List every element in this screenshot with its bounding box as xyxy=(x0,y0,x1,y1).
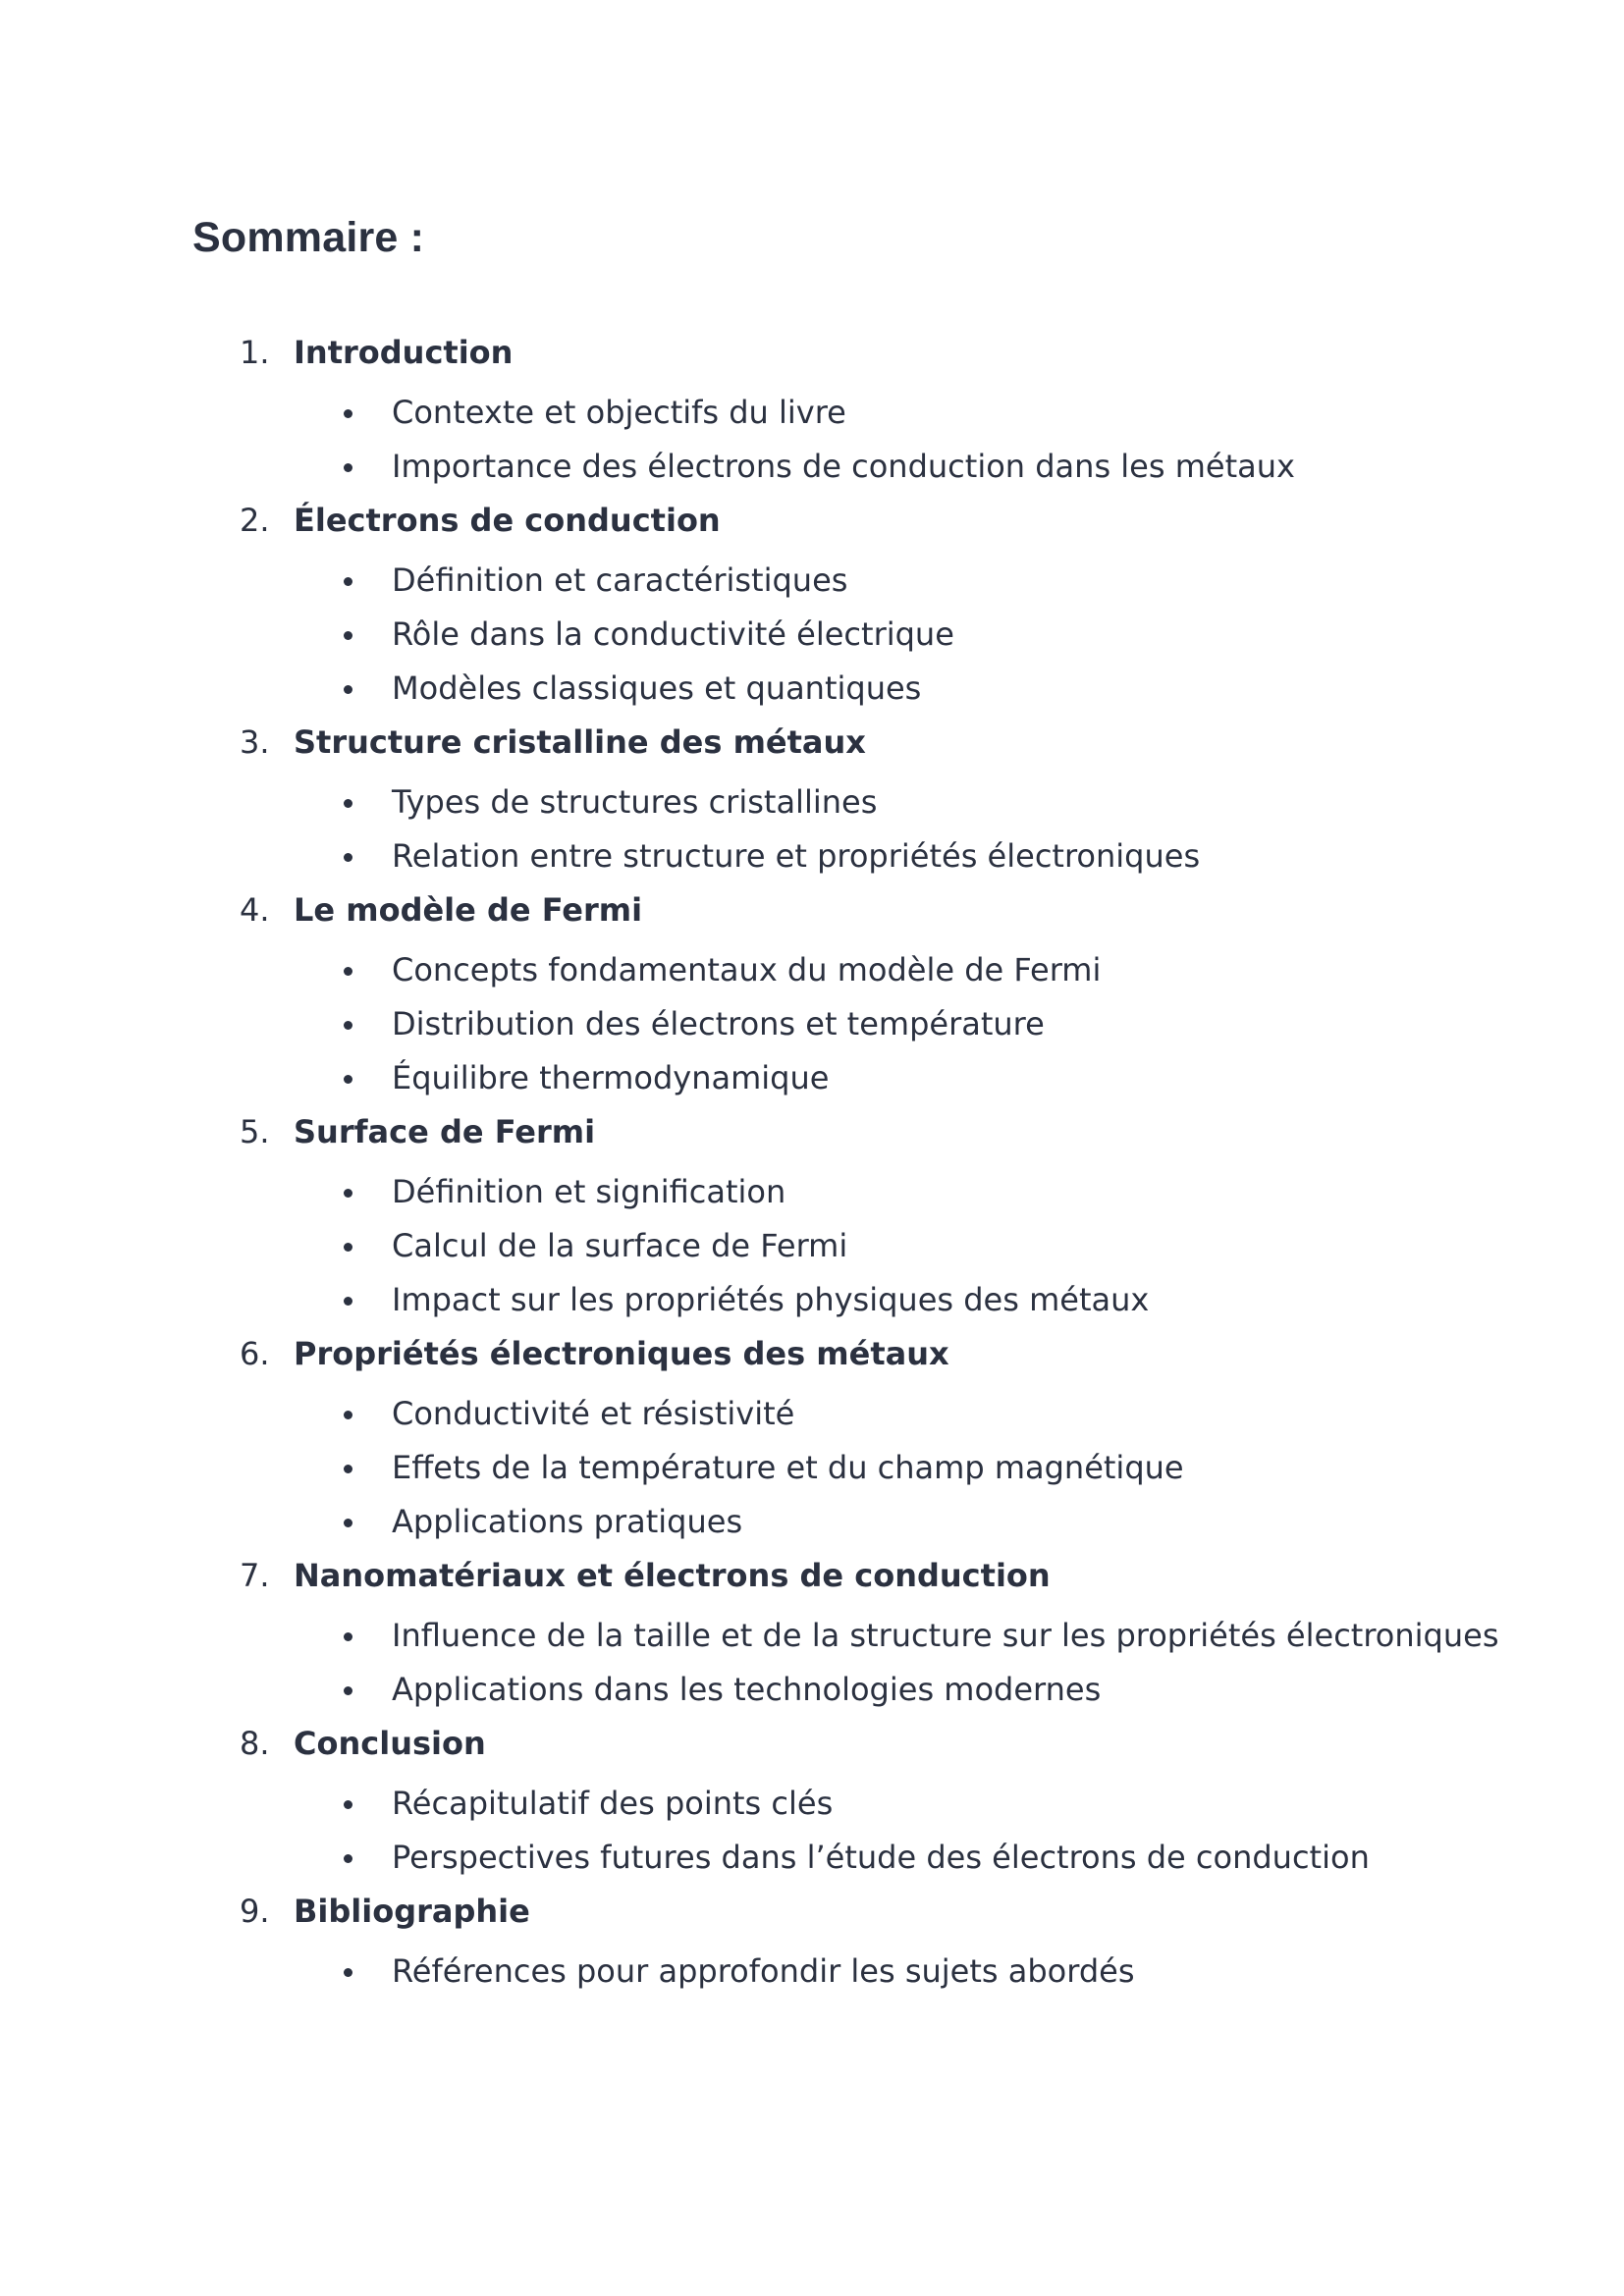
bullet-icon xyxy=(344,1297,352,1306)
subsection-text: Modèles classiques et quantiques xyxy=(392,669,922,707)
subsection-text: Récapitulatif des points clés xyxy=(392,1785,834,1822)
bullet-icon xyxy=(344,853,352,862)
toc-section-heading xyxy=(0,326,1624,380)
bullet-icon xyxy=(344,631,352,640)
bullet-icon xyxy=(344,1411,352,1419)
subsection-text: Définition et caractéristiques xyxy=(392,561,848,599)
section-title: Le modèle de Fermi xyxy=(294,891,643,929)
subsection-item xyxy=(0,829,1624,883)
bullet-icon xyxy=(344,1854,352,1863)
toc-section xyxy=(0,326,1624,494)
bullet-icon xyxy=(344,409,352,418)
subsection-text: Applications dans les technologies modernes xyxy=(392,1671,1102,1708)
subsection-text: Impact sur les propriétés physiques des métaux xyxy=(392,1281,1150,1318)
subsection-text: Applications pratiques xyxy=(392,1503,743,1540)
page-title: Sommaire : xyxy=(192,214,425,261)
subsection-item xyxy=(0,1609,1624,1663)
subsection-item xyxy=(0,1945,1624,1999)
section-number: 6. xyxy=(240,1335,270,1372)
toc-section xyxy=(0,716,1624,883)
subsection-text: Références pour approfondir les sujets abordés xyxy=(392,1952,1135,1990)
bullet-icon xyxy=(344,1021,352,1030)
subsection-text: Effets de la température et du champ magnétique xyxy=(392,1449,1184,1486)
subsection-item xyxy=(0,1273,1624,1327)
toc-section-heading xyxy=(0,1885,1624,1939)
subsection-item xyxy=(0,386,1624,440)
subsection-item xyxy=(0,943,1624,997)
bullet-icon xyxy=(344,463,352,472)
subsection-text: Relation entre structure et propriétés électroniques xyxy=(392,837,1201,875)
section-number: 4. xyxy=(240,891,270,929)
bullet-icon xyxy=(344,1632,352,1641)
subsection-text: Importance des électrons de conduction dans les métaux xyxy=(392,448,1295,485)
subsection-item xyxy=(0,1663,1624,1717)
section-number: 9. xyxy=(240,1893,270,1930)
toc-section-heading xyxy=(0,1327,1624,1381)
bullet-icon xyxy=(344,1686,352,1695)
subsection-text: Concepts fondamentaux du modèle de Fermi xyxy=(392,951,1102,988)
bullet-icon xyxy=(344,685,352,694)
subsection-list xyxy=(0,1939,1624,1999)
toc-section xyxy=(0,1885,1624,1999)
bullet-icon xyxy=(344,1465,352,1473)
section-number: 3. xyxy=(240,723,270,761)
subsection-list xyxy=(0,1381,1624,1549)
bullet-icon xyxy=(344,1519,352,1527)
subsection-item xyxy=(0,1441,1624,1495)
subsection-list xyxy=(0,937,1624,1105)
section-number: 1. xyxy=(240,334,270,371)
section-title: Bibliographie xyxy=(294,1893,530,1930)
toc-section xyxy=(0,883,1624,1105)
subsection-list xyxy=(0,770,1624,883)
section-number: 5. xyxy=(240,1113,270,1150)
subsection-item xyxy=(0,440,1624,494)
bullet-icon xyxy=(344,799,352,808)
subsection-text: Distribution des électrons et température xyxy=(392,1005,1045,1042)
section-title: Introduction xyxy=(294,334,514,371)
section-number: 8. xyxy=(240,1725,270,1762)
subsection-text: Conductivité et résistivité xyxy=(392,1395,795,1432)
section-number: 7. xyxy=(240,1557,270,1594)
bullet-icon xyxy=(344,1968,352,1977)
subsection-item xyxy=(0,1495,1624,1549)
bullet-icon xyxy=(344,967,352,976)
toc-section-heading xyxy=(0,1549,1624,1603)
bullet-icon xyxy=(344,1189,352,1198)
subsection-list xyxy=(0,1159,1624,1327)
subsection-item xyxy=(0,554,1624,608)
toc-section-heading xyxy=(0,716,1624,770)
subsection-item xyxy=(0,775,1624,829)
toc-section-heading xyxy=(0,883,1624,937)
toc-section-heading xyxy=(0,494,1624,548)
subsection-item xyxy=(0,1051,1624,1105)
subsection-list xyxy=(0,380,1624,494)
bullet-icon xyxy=(344,1243,352,1252)
toc-section xyxy=(0,1717,1624,1885)
subsection-text: Équilibre thermodynamique xyxy=(392,1059,830,1096)
toc-section-heading xyxy=(0,1717,1624,1771)
table-of-contents xyxy=(0,326,1624,1999)
bullet-icon xyxy=(344,1075,352,1084)
subsection-item xyxy=(0,608,1624,662)
subsection-list xyxy=(0,1603,1624,1717)
bullet-icon xyxy=(344,577,352,586)
section-title: Propriétés électroniques des métaux xyxy=(294,1335,949,1372)
toc-section xyxy=(0,494,1624,716)
subsection-text: Types de structures cristallines xyxy=(392,783,878,821)
subsection-text: Contexte et objectifs du livre xyxy=(392,394,846,431)
subsection-text: Calcul de la surface de Fermi xyxy=(392,1227,848,1264)
subsection-list xyxy=(0,548,1624,716)
toc-section xyxy=(0,1327,1624,1549)
section-title: Électrons de conduction xyxy=(294,502,721,539)
subsection-item xyxy=(0,1165,1624,1219)
section-title: Structure cristalline des métaux xyxy=(294,723,866,761)
subsection-text: Définition et signification xyxy=(392,1173,786,1210)
subsection-item xyxy=(0,1831,1624,1885)
section-title: Surface de Fermi xyxy=(294,1113,596,1150)
subsection-text: Rôle dans la conductivité électrique xyxy=(392,615,954,653)
subsection-item xyxy=(0,1219,1624,1273)
section-title: Conclusion xyxy=(294,1725,486,1762)
section-title: Nanomatériaux et électrons de conduction xyxy=(294,1557,1051,1594)
toc-section xyxy=(0,1549,1624,1717)
subsection-item xyxy=(0,1387,1624,1441)
subsection-text: Perspectives futures dans l’étude des électrons de conduction xyxy=(392,1839,1370,1876)
subsection-text: Influence de la taille et de la structure sur les propriétés électroniques xyxy=(392,1617,1499,1654)
section-number: 2. xyxy=(240,502,270,539)
subsection-item xyxy=(0,662,1624,716)
toc-section xyxy=(0,1105,1624,1327)
subsection-list xyxy=(0,1771,1624,1885)
toc-section-heading xyxy=(0,1105,1624,1159)
bullet-icon xyxy=(344,1800,352,1809)
subsection-item xyxy=(0,997,1624,1051)
subsection-item xyxy=(0,1777,1624,1831)
